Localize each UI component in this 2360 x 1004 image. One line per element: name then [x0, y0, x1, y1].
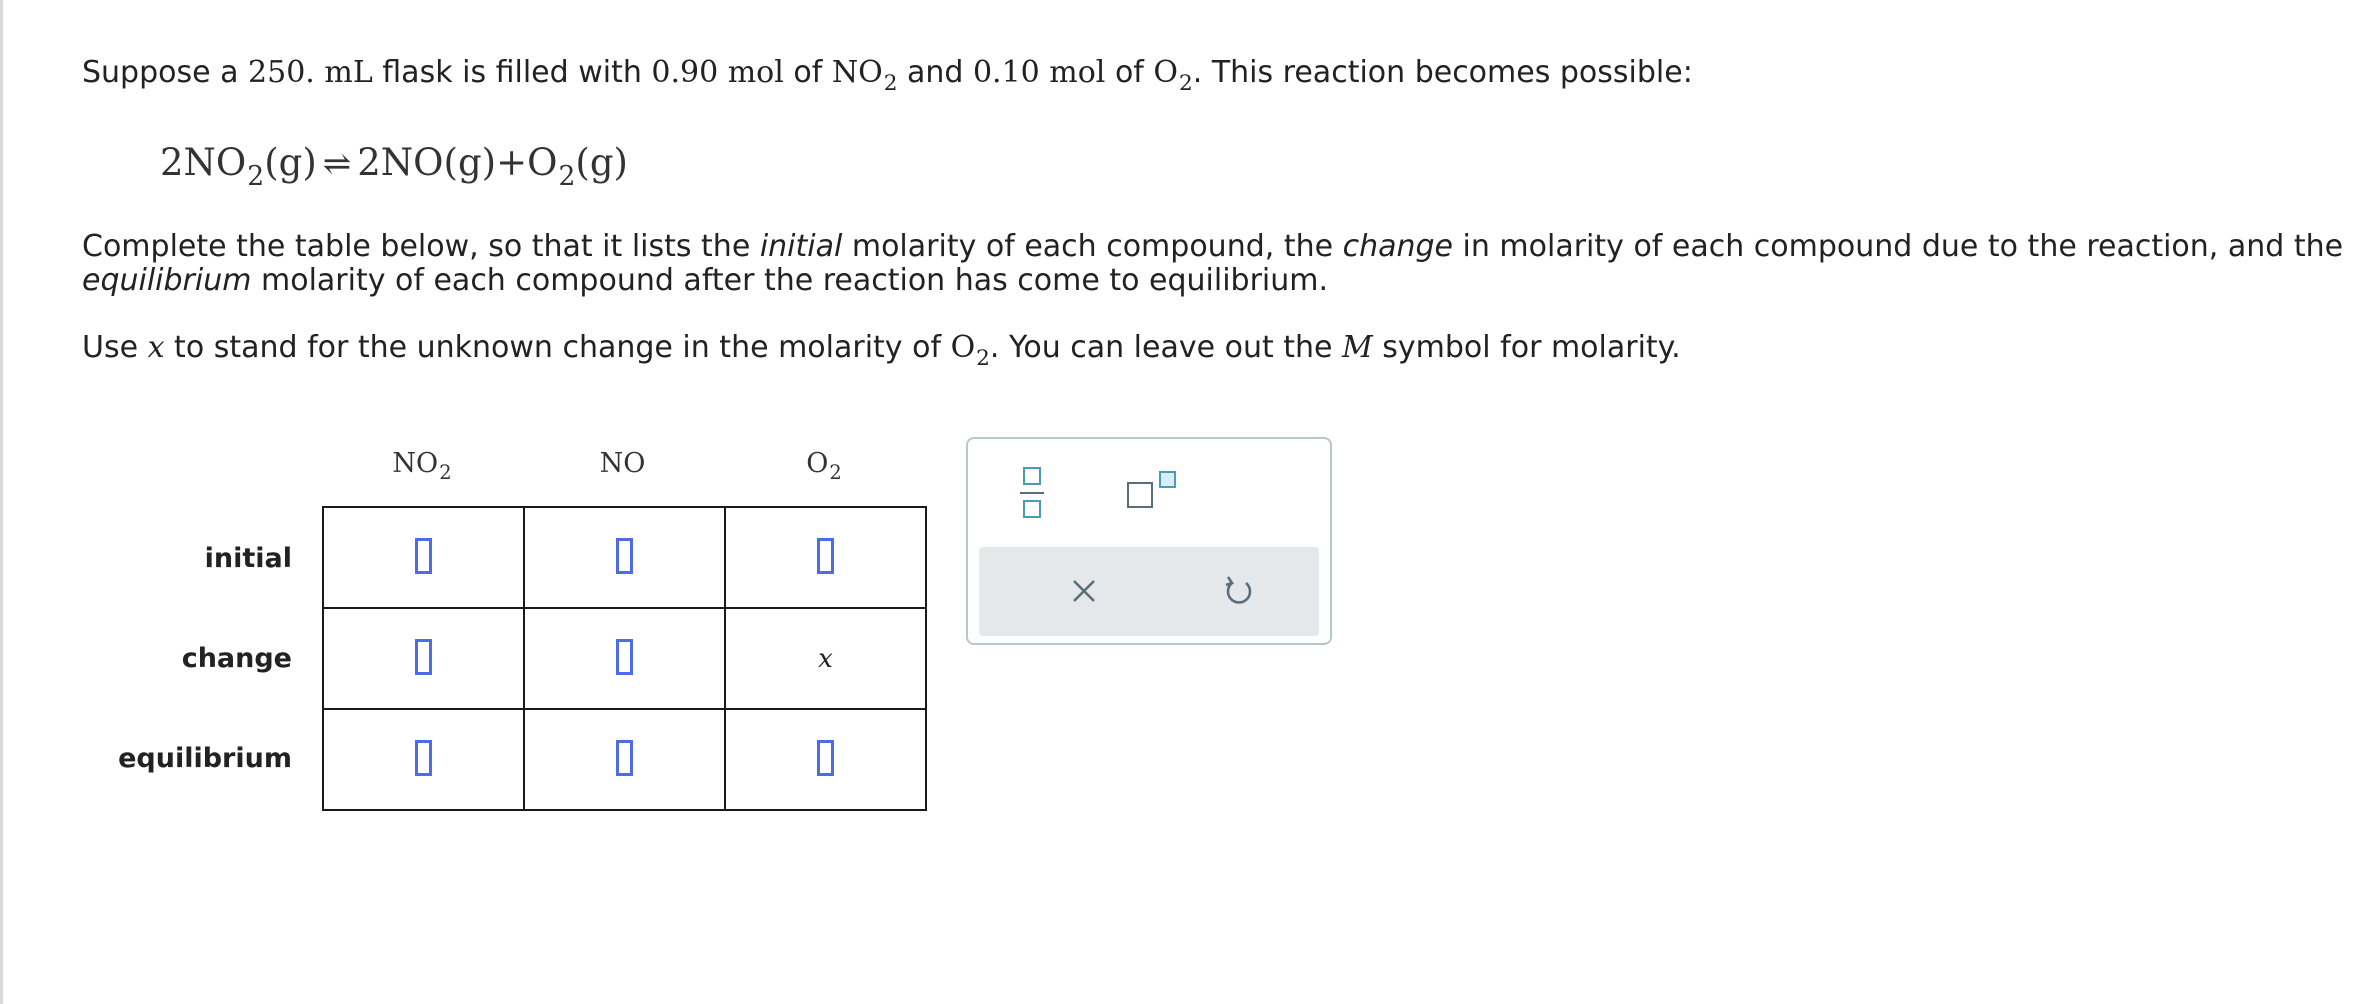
column-header-label: NO [392, 448, 439, 479]
formula-no2-base: NO [831, 55, 883, 90]
intro-text-a: Suppose a [82, 55, 249, 90]
intro-text-d: and [897, 55, 973, 90]
plus-sign: + [496, 141, 528, 184]
instructions [82, 230, 2343, 298]
var-text-a: Use [82, 330, 148, 365]
cell-change-no[interactable] [524, 608, 725, 709]
left-border [0, 0, 3, 1004]
answer-input[interactable] [415, 538, 432, 574]
change-o2-value[interactable]: x [818, 643, 833, 674]
fraction-button[interactable] [1018, 465, 1046, 521]
cell-initial-no2[interactable] [323, 507, 524, 608]
answer-input[interactable] [616, 639, 633, 675]
row-label-change: change [181, 643, 292, 674]
instructions-text-b: molarity of each compound, the [842, 229, 1343, 264]
var-formula-o2-sub: 2 [976, 346, 990, 372]
undo-button[interactable] [1219, 571, 1259, 611]
flask-volume: 250. mL [248, 55, 373, 90]
answer-input[interactable] [415, 639, 432, 675]
action-bar [979, 547, 1319, 636]
var-text-c: . You can leave out the [989, 330, 1343, 365]
column-header-no2 [322, 448, 522, 485]
answer-input[interactable] [616, 740, 633, 776]
intro-text-c: of [783, 55, 832, 90]
reactant-no2: 2NO [160, 141, 247, 184]
row-label-initial: initial [204, 543, 292, 574]
formula-o2-base: O [1153, 55, 1179, 90]
product-no-state: (g) [443, 141, 497, 184]
var-m-symbol: M [1342, 330, 1373, 365]
answer-input[interactable] [817, 740, 834, 776]
row-label-equilibrium: equilibrium [118, 743, 292, 774]
formula-o2 [1153, 55, 1193, 97]
answer-input[interactable] [415, 740, 432, 776]
math-tool-panel [966, 437, 1332, 645]
table-row-equilibrium [323, 709, 926, 810]
superscript-icon [1124, 469, 1180, 511]
close-icon [1064, 571, 1104, 611]
formula-o2-sub: 2 [1179, 71, 1193, 97]
amount-o2: 0.10 mol [972, 55, 1106, 90]
variable-instructions [82, 330, 1681, 372]
column-header-o2 [724, 448, 924, 485]
ice-table [322, 506, 927, 811]
cell-initial-no[interactable] [524, 507, 725, 608]
table-row-change [323, 608, 926, 709]
cell-equilibrium-o2[interactable] [725, 709, 926, 810]
reactant-no2-sub: 2 [247, 161, 265, 193]
reaction-equation [160, 141, 628, 193]
cell-initial-o2[interactable] [725, 507, 926, 608]
answer-input[interactable] [616, 538, 633, 574]
amount-no2: 0.90 mol [651, 55, 784, 90]
product-no: 2NO [357, 141, 444, 184]
column-header-label: NO [599, 448, 646, 479]
intro-text-e: of [1105, 55, 1154, 90]
product-o2-state: (g) [575, 141, 628, 184]
column-header-sub: 2 [829, 461, 842, 485]
equilibrium-arrow-icon: ⇌ [322, 144, 352, 184]
column-header-sub: 2 [439, 461, 452, 485]
formula-no2-sub: 2 [883, 71, 898, 97]
column-header-label: O [806, 448, 829, 479]
instructions-initial: initial [759, 229, 843, 264]
instructions-text-d: molarity of each compound after the reaction has come to equilibrium. [251, 263, 1329, 298]
fraction-icon [1018, 465, 1046, 521]
var-x: x [147, 330, 165, 365]
formula-no2 [831, 55, 898, 97]
cell-equilibrium-no[interactable] [524, 709, 725, 810]
var-text-b: to stand for the unknown change in the molarity of [164, 330, 951, 365]
cell-equilibrium-no2[interactable] [323, 709, 524, 810]
instructions-text-c: in molarity of each compound due to the reaction, and the [1453, 229, 2344, 264]
intro-text-b: flask is filled with [372, 55, 652, 90]
cell-change-o2[interactable] [725, 608, 926, 709]
var-formula-o2 [950, 330, 990, 372]
reactant-state: (g) [264, 141, 317, 184]
cell-change-no2[interactable] [323, 608, 524, 709]
instructions-equilibrium: equilibrium [82, 263, 252, 298]
product-o2: O [527, 141, 558, 184]
problem-intro [82, 55, 1693, 97]
var-formula-o2-base: O [950, 330, 976, 365]
table-row-initial [323, 507, 926, 608]
clear-button[interactable] [1064, 571, 1104, 611]
undo-icon [1219, 571, 1259, 611]
instructions-change: change [1342, 229, 1453, 264]
var-text-d: symbol for molarity. [1372, 330, 1681, 365]
column-header-no [523, 448, 723, 479]
superscript-button[interactable] [1124, 469, 1180, 511]
intro-text-f: . This reaction becomes possible: [1192, 55, 1693, 90]
product-o2-sub: 2 [558, 161, 576, 193]
instructions-text-a: Complete the table below, so that it lists the [82, 229, 760, 264]
answer-input[interactable] [817, 538, 834, 574]
